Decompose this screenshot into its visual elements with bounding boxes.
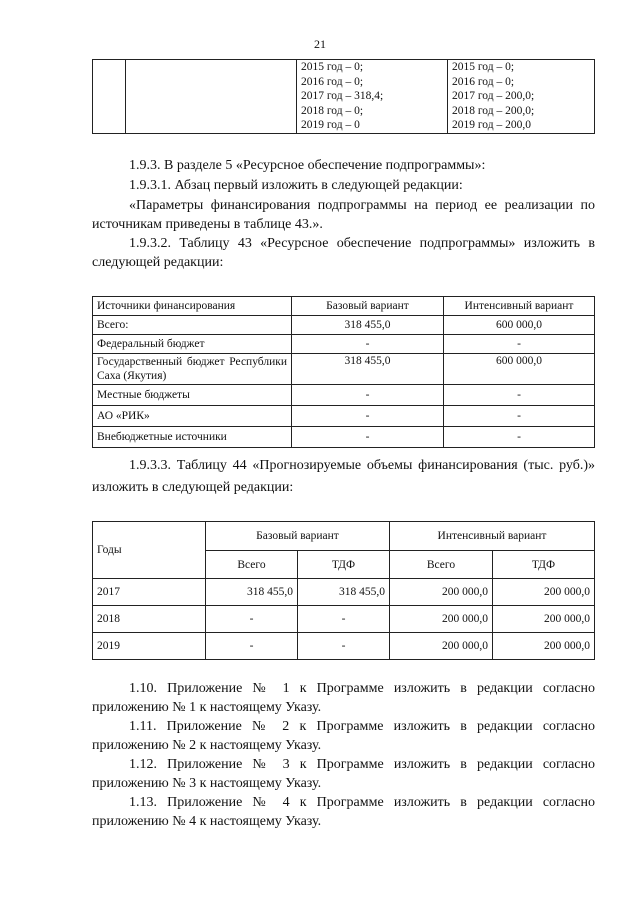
table-43 xyxy=(92,296,595,448)
table-cell: Федеральный бюджет xyxy=(93,335,292,354)
table-row xyxy=(93,406,595,427)
table-cell xyxy=(93,60,126,134)
table-row xyxy=(93,606,595,633)
table-row xyxy=(93,354,595,385)
cell-line: 2015 год – 0; xyxy=(301,61,364,73)
table-cell: 318 455,0 xyxy=(298,579,390,606)
paragraph: 1.11. Приложение № 2 к Программе изложить в редакции согласно приложению № 2 к настоящему Указу. xyxy=(92,719,595,753)
table-44 xyxy=(92,521,595,660)
table-header-row xyxy=(93,522,595,551)
table-cell: 318 455,0 xyxy=(292,354,444,385)
cell-line: 2016 год – 0; xyxy=(452,75,515,88)
table-cell: - xyxy=(444,406,595,427)
table-cell: 200 000,0 xyxy=(493,633,595,660)
table-row xyxy=(93,427,595,448)
table-cell: - xyxy=(298,633,390,660)
paragraph: 1.12. Приложение № 3 к Программе изложить в редакции согласно приложению № 3 к настоящему Указу. xyxy=(92,757,595,791)
cell-line: 2015 год – 0; xyxy=(452,61,515,73)
header-cell: Годы xyxy=(93,522,206,579)
table-cell: 200 000,0 xyxy=(493,606,595,633)
top-continuation-table xyxy=(92,59,595,134)
table-cell xyxy=(126,60,297,134)
cell-line: 2017 год – 318,4; xyxy=(301,90,384,103)
table-row xyxy=(93,335,595,354)
cell-line: 2019 год – 200,0 xyxy=(452,119,531,132)
paragraph: 1.13. Приложение № 4 к Программе изложить в редакции согласно приложению № 4 к настоящему Указу. xyxy=(92,795,595,829)
header-cell: ТДФ xyxy=(298,551,390,579)
cell-line: 2018 год – 200,0; xyxy=(452,104,535,117)
header-cell: Базовый вариант xyxy=(206,522,390,551)
table-row xyxy=(93,385,595,406)
table-cell: - xyxy=(292,427,444,448)
table-cell: - xyxy=(292,335,444,354)
table-cell: 2019 xyxy=(93,633,206,660)
page-number: 21 xyxy=(314,37,326,51)
table-cell: - xyxy=(444,335,595,354)
paragraph: «Параметры финансирования подпрограммы на период ее реализации по источникам приведены в таблице 43.». xyxy=(92,198,595,232)
table-cell: Государственный бюджет Республики Саха (Якутия) xyxy=(93,354,292,385)
header-cell: Базовый вариант xyxy=(292,297,444,316)
table-row xyxy=(93,316,595,335)
header-cell: Всего xyxy=(206,551,298,579)
table-cell: - xyxy=(444,427,595,448)
table-cell: - xyxy=(444,385,595,406)
table-cell: - xyxy=(298,606,390,633)
table-cell: 318 455,0 xyxy=(206,579,298,606)
table-header-row xyxy=(93,297,595,316)
table-cell: Внебюджетные источники xyxy=(93,427,292,448)
table-row xyxy=(93,633,595,660)
paragraph: 1.9.3.1. Абзац первый изложить в следующей редакции: xyxy=(129,178,463,193)
table-cell: Местные бюджеты xyxy=(93,385,292,406)
table-cell: 2017 xyxy=(93,579,206,606)
table-cell: - xyxy=(206,606,298,633)
table-cell: АО «РИК» xyxy=(93,406,292,427)
header-cell: Источники финансирования xyxy=(93,297,292,316)
table-cell: - xyxy=(292,406,444,427)
table-cell: Всего: xyxy=(93,316,292,335)
table-cell: 200 000,0 xyxy=(390,579,493,606)
cell-line: 2018 год – 0; xyxy=(301,104,364,117)
table-cell: 200 000,0 xyxy=(493,579,595,606)
paragraph: 1.10. Приложение № 1 к Программе изложить в редакции согласно приложению № 1 к настоящему Указу. xyxy=(92,681,595,715)
header-cell: Интенсивный вариант xyxy=(390,522,595,551)
header-cell: Интенсивный вариант xyxy=(444,297,595,316)
table-cell: 200 000,0 xyxy=(390,606,493,633)
table-cell: - xyxy=(292,385,444,406)
cell-line: 2019 год – 0 xyxy=(301,119,360,132)
table-cell: 2018 xyxy=(93,606,206,633)
table-row xyxy=(93,579,595,606)
table-cell xyxy=(448,60,595,134)
table-cell: 200 000,0 xyxy=(390,633,493,660)
header-cell: ТДФ xyxy=(493,551,595,579)
table-cell: - xyxy=(206,633,298,660)
table-cell xyxy=(297,60,448,134)
paragraph: 1.9.3. В разделе 5 «Ресурсное обеспечение подпрограммы»: xyxy=(129,158,486,173)
table-cell: 600 000,0 xyxy=(444,316,595,335)
paragraph: 1.9.3.3. Таблицу 44 «Прогнозируемые объемы финансирования (тыс. руб.)» изложить в следующей редакции: xyxy=(92,458,595,495)
paragraph: 1.9.3.2. Таблицу 43 «Ресурсное обеспечение подпрограммы» изложить в следующей редакции: xyxy=(92,236,595,270)
table-row xyxy=(93,60,595,134)
table-cell: 600 000,0 xyxy=(444,354,595,385)
cell-line: 2017 год – 200,0; xyxy=(452,90,535,103)
cell-line: 2016 год – 0; xyxy=(301,75,364,88)
header-cell: Всего xyxy=(390,551,493,579)
table-cell: 318 455,0 xyxy=(292,316,444,335)
